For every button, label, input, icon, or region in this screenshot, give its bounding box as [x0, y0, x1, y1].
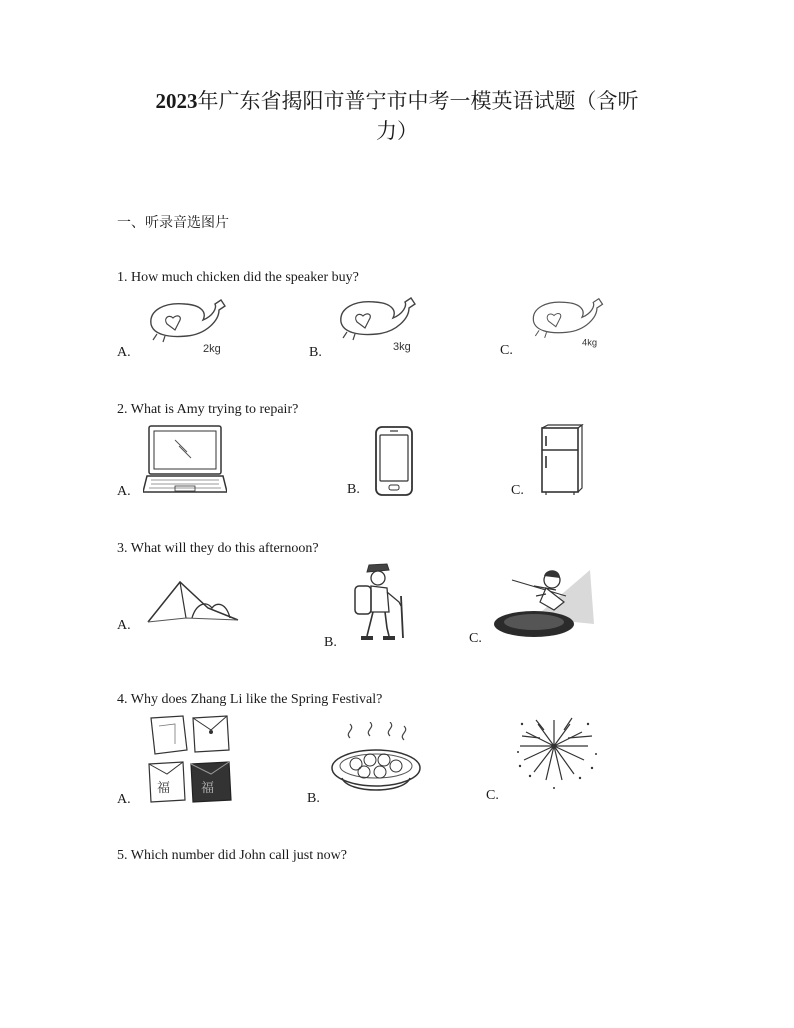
roast-chicken-icon [333, 292, 423, 354]
hiker-icon [349, 562, 411, 644]
q4-option-a-picture [145, 714, 237, 804]
q1-option-b-label: B. [309, 345, 322, 360]
document-title [100, 86, 694, 146]
q1-option-c-picture [526, 292, 610, 352]
section-heading: 一、听录音选图片 [117, 216, 229, 231]
question-4-text: 4. Why does Zhang Li like the Spring Festival? [117, 692, 383, 707]
question-5-text: 5. Which number did John call just now? [117, 848, 347, 863]
q2-option-b-picture [373, 425, 415, 497]
q3-option-b-label: B. [324, 635, 337, 650]
q4-option-a-label: A. [117, 792, 131, 807]
q1-option-a-picture [143, 294, 233, 356]
q4-option-c-label: C. [486, 788, 499, 803]
question-1-text: 1. How much chicken did the speaker buy? [117, 270, 359, 285]
refrigerator-icon [536, 424, 584, 496]
q4-option-b-picture [330, 722, 422, 798]
q2-option-b-label: B. [347, 482, 360, 497]
q1-b-weight: 3kg [393, 341, 411, 353]
q1-option-b-picture [333, 292, 423, 354]
q1-option-a-label: A. [117, 345, 131, 360]
q4-option-b-label: B. [307, 791, 320, 806]
q2-option-c-label: C. [511, 483, 524, 498]
dumplings-icon [330, 722, 422, 798]
laptop-icon [143, 424, 227, 496]
q3-option-b-picture [349, 562, 411, 644]
q3-option-c-picture [494, 566, 598, 640]
q3-option-a-label: A. [117, 618, 131, 633]
q2-option-c-picture [536, 424, 584, 496]
q4-option-c-picture [514, 716, 600, 792]
title-year: 2023 [155, 89, 198, 113]
fireworks-icon [514, 716, 600, 792]
q1-a-weight: 2kg [203, 343, 221, 355]
q2-option-a-label: A. [117, 484, 131, 499]
svg-text:福: 福 [201, 781, 215, 796]
svg-text:福: 福 [157, 781, 171, 796]
question-2-text: 2. What is Amy trying to repair? [117, 402, 299, 417]
title-line-1-text: 年广东省揭阳市普宁市中考一模英语试题（含听 [197, 89, 639, 113]
q1-c-weight: 4kg [582, 337, 598, 348]
boy-fishing-icon [494, 566, 598, 640]
roast-chicken-icon [526, 292, 610, 352]
title-line-2: 力） [376, 119, 418, 143]
question-3-text: 3. What will they do this afternoon? [117, 541, 319, 556]
q3-option-c-label: C. [469, 631, 482, 646]
mobile-phone-icon [373, 425, 415, 497]
q1-option-c-label: C. [500, 343, 513, 358]
q2-option-a-picture [143, 424, 227, 496]
q3-option-a-picture [146, 578, 242, 624]
roast-chicken-icon [143, 294, 233, 356]
red-envelopes-icon [145, 714, 237, 804]
tent-icon [146, 578, 242, 624]
title-line-1 [100, 86, 694, 116]
